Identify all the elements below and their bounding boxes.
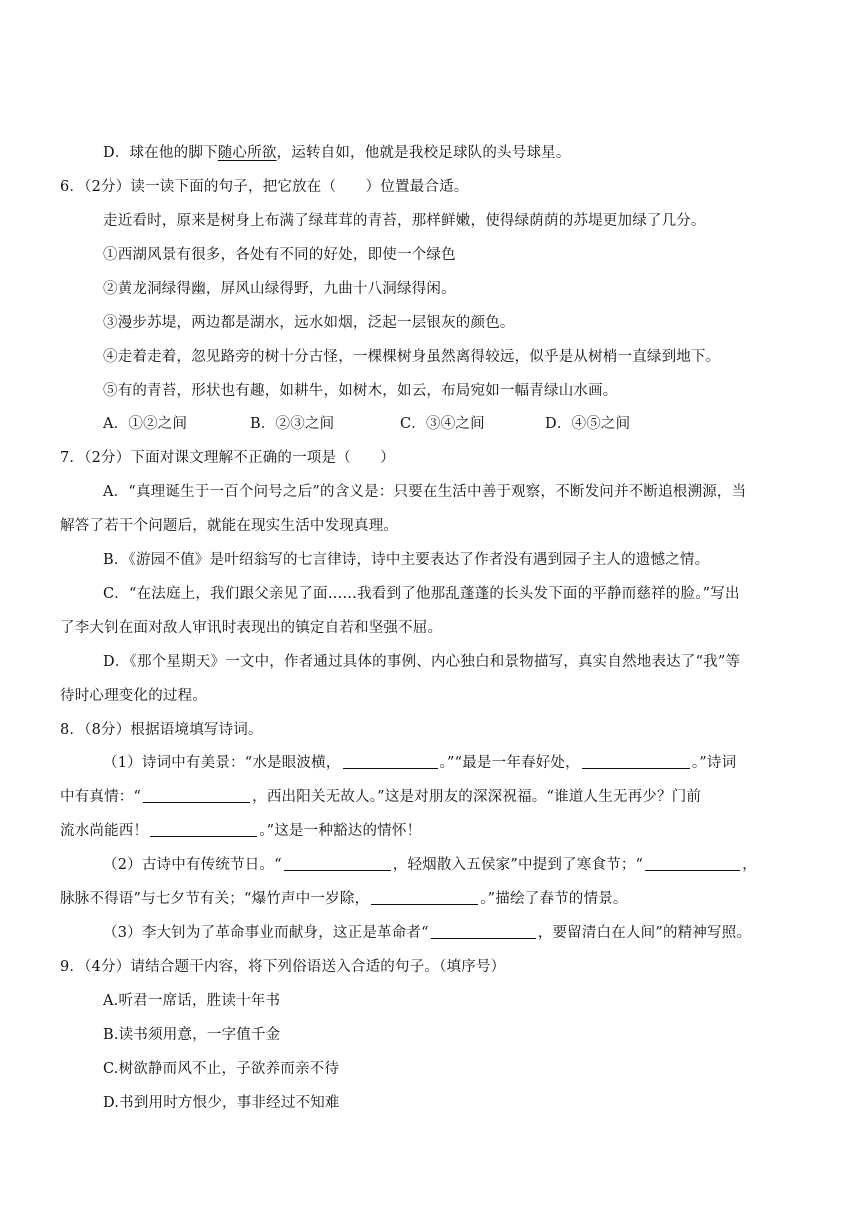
q9-item-a: A.听君一席话，胜读十年书	[103, 993, 281, 1009]
q8-part2-line1	[103, 855, 757, 875]
fill-blank[interactable]	[150, 821, 257, 837]
q8-text: ，轻烟散入五侯家”中提到了寒食节；“	[392, 857, 644, 873]
q8-part1-line1	[103, 753, 736, 773]
q8-text: 中有真情：“	[60, 789, 142, 805]
q7-option-a-line1: A．“真理诞生于一百个问号之后”的含义是：只要在生活中善于观察，不断发问并不断追根溯源，当	[103, 484, 747, 500]
q7-option-d-line2: 待时心理变化的过程。	[60, 688, 207, 704]
q7-option-c-line1: C．“在法庭上，我们跟父亲见了面……我看到了他那乱蓬蓬的长头发下面的平静而慈祥的脸。”写出	[103, 586, 740, 602]
fill-blank[interactable]	[343, 753, 438, 769]
fill-blank[interactable]	[431, 923, 536, 939]
q8-text: （2）古诗中有传统节日。“	[103, 857, 282, 873]
q8-text: 脉脉不得语”与七夕节有关；“爆竹声中一岁除，	[60, 891, 370, 907]
q8-part1-line3	[60, 821, 421, 841]
q7-option-b: B．《游园不值》是叶绍翁写的七言律诗，诗中主要表达了作者没有遇到园子主人的遗憾之情。	[103, 552, 710, 568]
q6-item-5: ⑤有的青苔，形状也有趣，如耕牛，如树木，如云，布局宛如一幅青绿山水画。	[103, 383, 618, 399]
q8-text: （3）李大钊为了革命事业而献身，这正是革命者“	[103, 925, 429, 941]
q8-text: 。”这是一种豁达的情怀！	[259, 823, 422, 839]
q8-stem: 8．（8分）根据语境填写诗词。	[60, 722, 263, 738]
q6-item-4: ④走着走着，忽见路旁的树十分古怪，一棵棵树身虽然离得较远，似乎是从树梢一直绿到地下。	[103, 349, 721, 365]
q9-item-d: D.书到用时方恨少，事非经过不知难	[103, 1095, 340, 1111]
q8-text: 。”“最是一年春好处，	[439, 755, 580, 771]
q8-part3	[103, 923, 751, 943]
q6-item-1: ①西湖风景有很多，各处有不同的好处，即使一个绿色	[103, 247, 456, 263]
q6-option-d: D．④⑤之间	[545, 416, 631, 432]
q7-option-c-line2: 了李大钊在面对敌人审讯时表现出的镇定自若和坚强不屈。	[60, 620, 443, 636]
q6-item-2: ②黄龙洞绿得幽，屏风山绿得野，九曲十八洞绿得闲。	[103, 281, 456, 297]
q9-item-b: B.读书须用意，一字值千金	[103, 1027, 281, 1043]
q5-option-d	[103, 143, 571, 163]
q7-option-a-line2: 解答了若干个问题后，就能在现实生活中发现真理。	[60, 518, 399, 534]
q6-option-b: B．②③之间	[250, 416, 335, 432]
q6-option-a: A．①②之间	[103, 416, 188, 432]
q8-text: ，要留清白在人间”的精神写照。	[537, 925, 752, 941]
q8-text: ，西出阳关无故人。”这是对朋友的深深祝福。“谁道人生无再少？门前	[252, 789, 702, 805]
q9-item-c: C.树欲静而风不止，子欲养而亲不待	[103, 1061, 340, 1077]
q8-text: 流水尚能西！	[60, 823, 149, 839]
q7-option-d-line1: D．《那个星期天》一文中，作者通过具体的事例、内心独白和景物描写，真实自然地表达了“我”等	[103, 654, 741, 670]
fill-blank[interactable]	[645, 855, 740, 871]
fill-blank[interactable]	[284, 855, 391, 871]
fill-blank[interactable]	[371, 889, 478, 905]
q6-option-c: C．③④之间	[400, 416, 485, 432]
q8-text: ，	[742, 857, 757, 873]
fill-blank[interactable]	[582, 753, 690, 769]
q8-part2-line2	[60, 889, 628, 909]
q7-stem: 7．（2分）下面对课文理解不正确的一项是（ ）	[60, 450, 395, 466]
q6-item-3: ③漫步苏堤，两边都是湖水，远水如烟，泛起一层银灰的颜色。	[103, 315, 515, 331]
q5-option-d-prefix: D．球在他的脚下	[103, 145, 218, 161]
fill-blank[interactable]	[143, 787, 250, 803]
q8-text: 。”描绘了春节的情景。	[480, 891, 628, 907]
q6-options	[103, 414, 630, 434]
q9-stem: 9．（4分）请结合题干内容，将下列俗语送入合适的句子。（填序号）	[60, 959, 506, 975]
q6-stem: 6．（2分）读一读下面的句子，把它放在（ ）位置最合适。	[60, 179, 469, 195]
q5-option-d-underlined-idiom: 随心所欲	[217, 145, 277, 161]
q6-passage: 走近看时，原来是树身上布满了绿茸茸的青苔，那样鲜嫩，使得绿荫荫的苏堤更加绿了几分。	[103, 213, 706, 229]
q8-part1-line2	[60, 787, 701, 807]
q5-option-d-suffix: ，运转自如，他就是我校足球队的头号球星。	[276, 145, 571, 161]
q8-text: 。”诗词	[691, 755, 737, 771]
q8-text: （1）诗词中有美景：“水是眼波横，	[103, 755, 341, 771]
